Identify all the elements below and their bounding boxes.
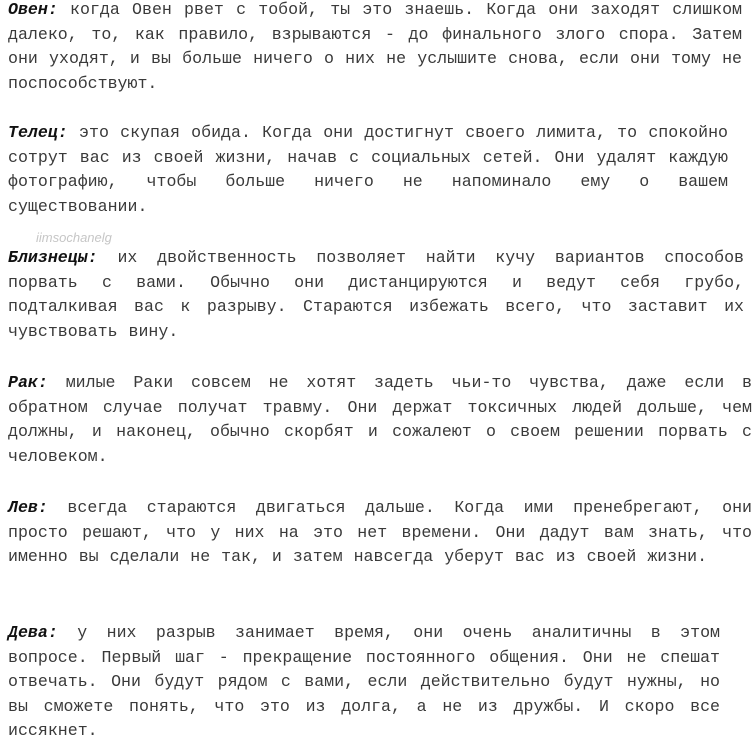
entry-text-aries: когда Овен рвет с тобой, ты это знаешь. Когда они заходят слишком далеко, то, как правило, взрываются - до финального злого спора. Затем они уходят, и вы больше ничего о них не услышите снова, если они тому не поспособствуют.	[8, 0, 742, 93]
sign-name-taurus: Телец	[8, 123, 58, 142]
sign-name-leo: Лев	[8, 498, 38, 517]
entry-text-leo: всегда стараются двигаться дальше. Когда ими пренебрегают, они просто решают, что у них на это нет времени. Они дадут вам знать, что именно вы сделали не так, и затем навсегда уберут вас из своей жизни.	[8, 498, 752, 566]
entry-leo: Лев: всегда стараются двигаться дальше. Когда ими пренебрегают, они просто решают, что у них на это нет времени. Они дадут вам знать, что именно вы сделали не так, и затем навсегда уберут вас из своей жизни.	[8, 498, 752, 566]
entry-text-taurus: это скупая обида. Когда они достигнут своего лимита, то спокойно сотрут вас из своей жизни, начав с социальных сетей. Они удалят каждую фотографию, чтобы больше ничего не напоминало ему о вашем существовании.	[8, 123, 728, 216]
entry-text-gemini: их двойственность позволяет найти кучу вариантов способов порвать с вами. Обычно они дистанцируются и ведут себя грубо, подталкивая вас к разрыву. Стараются избежать всего, что заставит их чувствовать вину.	[8, 248, 744, 341]
entry-text-virgo: у них разрыв занимает время, они очень аналитичны в этом вопросе. Первый шаг - прекращение постоянного общения. Они не спешат отвечать. Они будут рядом с вами, если действительно будут нужны, но вы сможете понять, что это из долга, а не из дружбы. И скоро все иссякнет.	[8, 623, 720, 740]
entry-gemini: Близнецы: их двойственность позволяет найти кучу вариантов способов порвать с вами. Обычно они дистанцируются и ведут себя грубо, подталкивая вас к разрыву. Стараются избежать всего, что заставит их чувствовать вину.	[8, 248, 744, 341]
entry-virgo: Дева: у них разрыв занимает время, они очень аналитичны в этом вопросе. Первый шаг - прекращение постоянного общения. Они не спешат отвечать. Они будут рядом с вами, если действительно будут нужны, но вы сможете понять, что это из долга, а не из дружбы. И скоро все иссякнет.	[8, 623, 720, 740]
entry-cancer: Рак: милые Раки совсем не хотят задеть чьи-то чувства, даже если в обратном случае получат травму. Они держат токсичных людей дольше, чем должны, и наконец, обычно скорбят и сожалеют о своем решении порвать с человеком.	[8, 373, 752, 466]
entry-aries: Овен: когда Овен рвет с тобой, ты это знаешь. Когда они заходят слишком далеко, то, как правило, взрываются - до финального злого спора. Затем они уходят, и вы больше ничего о них не услышите снова, если они тому не поспособствуют.	[8, 0, 742, 93]
sign-name-cancer: Рак	[8, 373, 38, 392]
sign-name-gemini: Близнецы	[8, 248, 88, 267]
entry-taurus: Телец: это скупая обида. Когда они достигнут своего лимита, то спокойно сотрут вас из своей жизни, начав с социальных сетей. Они удалят каждую фотографию, чтобы больше ничего не напоминало ему о вашем существовании.	[8, 123, 728, 216]
entry-text-cancer: милые Раки совсем не хотят задеть чьи-то чувства, даже если в обратном случае получат травму. Они держат токсичных людей дольше, чем должны, и наконец, обычно скорбят и сожалеют о своем решении порвать с человеком.	[8, 373, 752, 466]
sign-name-aries: Овен	[8, 0, 48, 19]
watermark: iimsochanelg	[36, 230, 112, 245]
sign-name-virgo: Дева	[8, 623, 48, 642]
